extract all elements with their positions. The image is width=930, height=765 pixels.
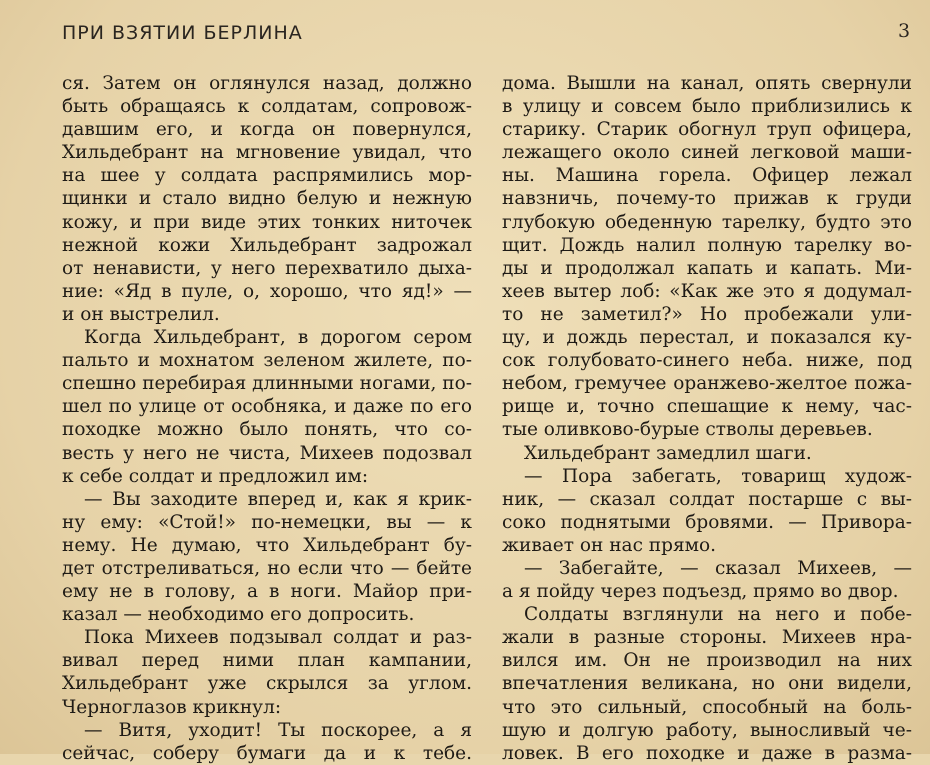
- text-line: Солдаты взглянули на него и побе-: [524, 604, 912, 626]
- text-line: вился им. Он не производил на них: [502, 650, 912, 672]
- text-line: ловек. В его походке и даже в размa-: [502, 742, 912, 764]
- text-line: тые оливково-бурые стволы деревьев.: [502, 419, 873, 441]
- text-line: пальто и мохнатом зеленом жилете, по-: [62, 350, 472, 372]
- text-line: сейчас, соберу бумаги да и к тебе.: [62, 742, 472, 764]
- text-line: лежащего около синей легковой маши-: [502, 142, 912, 164]
- text-line: ны. Машина горела. Офицер лежал: [502, 165, 912, 187]
- text-line: а я пойду через подъезд, прямо во двор.: [502, 581, 899, 603]
- text-line: жали в разные стороны. Михеев нра-: [502, 627, 912, 649]
- text-line: весть у него не чиста, Михеев подозвал: [62, 442, 472, 464]
- text-line: рище и, точно спешащие к нему, час-: [502, 396, 912, 418]
- text-line: походке можно было понять, что со-: [62, 419, 472, 441]
- text-line: щинки и стало видно белую и нежную: [62, 188, 472, 210]
- text-line: в улицу и совсем было приблизились к: [502, 96, 912, 118]
- text-line: на шее у солдата распрямились мор-: [62, 165, 472, 187]
- page-number: 3: [898, 20, 911, 42]
- text-line: соко поднятыми бровями. — Привора-: [502, 511, 912, 533]
- text-line: щит. Дождь налил полную тарелку во-: [502, 234, 912, 256]
- text-line: давшим его, и когда он повернулся,: [62, 119, 472, 141]
- text-line: кожу, и при виде этих тонких ниточек: [62, 211, 472, 233]
- text-line: живает он нас прямо.: [502, 534, 717, 556]
- text-line: — Вы заходите вперед и, как я крик-: [84, 488, 472, 510]
- text-line: Черноглазов крикнул:: [62, 696, 282, 718]
- text-line: и он выстрелил.: [62, 303, 220, 325]
- text-line: впечатления великана, но они видели,: [502, 673, 912, 695]
- text-line: к себе солдат и предложил им:: [62, 465, 369, 487]
- text-line: — Забегайте, — сказал Михеев, —: [524, 557, 912, 579]
- text-line: Хильдебрант замедлил шаги.: [524, 442, 812, 464]
- text-line: что это сильный, способный на боль-: [502, 696, 912, 718]
- left-text-column: [62, 72, 472, 765]
- text-line: быть обращаясь к солдатам, сопровож-: [62, 96, 472, 118]
- text-line: ние: «Яд в пуле, о, хорошо, что яд!» —: [62, 280, 472, 302]
- text-line: хеев вытер лоб: «Как же это я додумал-: [502, 280, 912, 302]
- text-line: глубокую обеденную тарелку, будто это: [502, 211, 912, 233]
- text-line: ему не в голову, а в ноги. Майор при-: [62, 581, 472, 603]
- text-line: ся. Затем он оглянулся назад, должно: [62, 73, 472, 94]
- text-line: шую и долгую работу, выносливый че-: [502, 719, 912, 741]
- text-line: нему. Не думаю, что Хильдебрант бу-: [62, 534, 472, 556]
- text-line: казал — необходимо его допросить.: [62, 604, 415, 626]
- text-line: — Пора забегать, товарищ худож-: [524, 465, 912, 487]
- text-line: спешно перебирая длинными ногами, по-: [62, 373, 472, 395]
- text-line: шел по улице от особняка, и даже по его: [62, 396, 472, 418]
- text-line: дома. Вышли на канал, опять свернули: [502, 73, 912, 94]
- right-text-column: [502, 72, 912, 765]
- text-line: дет отстреливаться, но если что — бейте: [62, 557, 472, 579]
- text-line: ды и продолжал капать и капать. Ми-: [502, 257, 912, 279]
- text-line: сок голубовато-синего неба. ниже, под: [502, 350, 912, 372]
- text-line: ник, — сказал солдат постарше с вы-: [502, 488, 912, 510]
- text-line: навзничь, почему-то прижав к груди: [502, 188, 912, 210]
- text-line: нежной кожи Хильдебрант задрожал: [62, 234, 472, 256]
- text-line: — Витя, уходит! Ты поскорее, а я: [84, 719, 472, 741]
- text-line: от ненависти, у него перехватило дыха-: [62, 257, 472, 279]
- text-line: Пока Михеев подзывал солдат и раз-: [84, 627, 472, 649]
- text-line: то не заметил?» Но пробежали ули-: [502, 303, 912, 325]
- text-line: Хильдебрант уже скрылся за углом.: [62, 673, 472, 695]
- text-line: старику. Старик обогнул труп офицера,: [502, 119, 912, 141]
- text-line: Когда Хильдебрант, в дорогом сером: [84, 327, 472, 349]
- text-line: цу, и дождь перестал, и показался ку-: [502, 327, 912, 349]
- text-line: небом, гремучее оранжево-желтое пожа-: [502, 373, 912, 395]
- running-title: ПРИ ВЗЯТИИ БЕРЛИНА: [62, 22, 303, 44]
- text-line: вивал перед ними план кампании,: [62, 650, 472, 672]
- text-line: Хильдебрант на мгновение увидал, что: [62, 142, 472, 164]
- text-line: ну ему: «Стой!» по-немецки, вы — к: [62, 511, 472, 533]
